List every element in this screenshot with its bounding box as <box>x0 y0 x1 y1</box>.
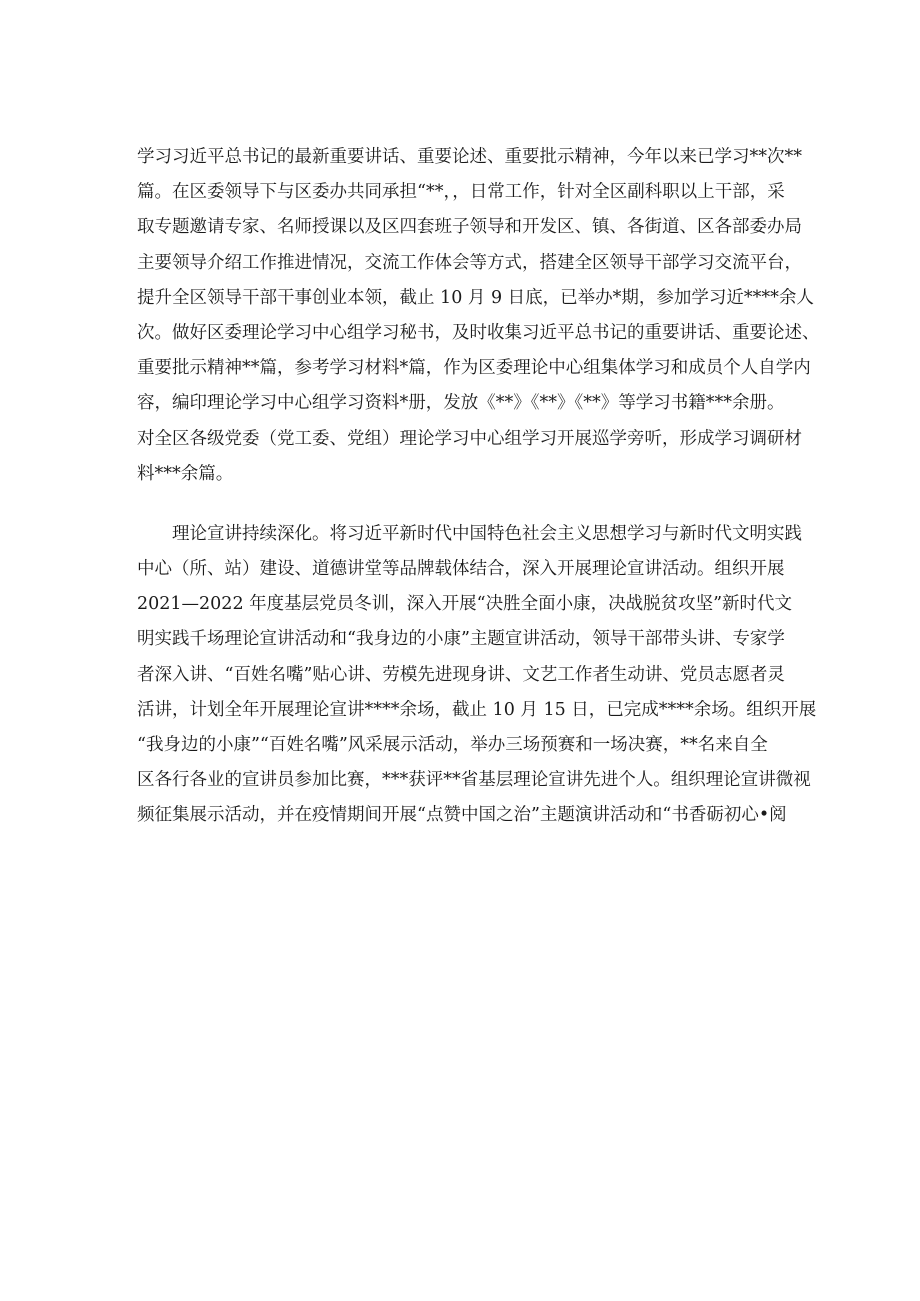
text-line: 容，编印理论学习中心组学习资料*册，发放《**》《**》《**》等学习书籍***余册。 <box>137 393 785 414</box>
text-line: 频征集展示活动，并在疫情期间开展“点赞中国之治”主题演讲活动和“书香砺初心•阅 <box>137 805 787 826</box>
text-line: 者深入讲、“百姓名嘴”贴心讲、劳模先进现身讲、文艺工作者生动讲、党员志愿者灵 <box>137 664 785 685</box>
text-line: 重要批示精神**篇，参考学习材料*篇，作为区委理论中心组集体学习和成员个人自学内 <box>137 358 811 379</box>
text-line: “我身边的小康”“百姓名嘴”风采展示活动，举办三场预赛和一场决赛，**名来自全 <box>137 735 768 755</box>
text-line: 对全区各级党委（党工委、党组）理论学习中心组学习开展巡学旁听，形成学习调研材 <box>137 428 802 449</box>
paragraph-theory-lectures <box>137 517 817 834</box>
document-body <box>137 140 820 834</box>
text-line: 中心（所、站）建设、道德讲堂等品牌载体结合，深入开展理论宣讲活动。组织开展 <box>137 559 785 580</box>
text-line: 明实践千场理论宣讲活动和“我身边的小康”主题宣讲活动，领导干部带头讲、专家学 <box>137 629 785 650</box>
text-line: 次。做好区委理论学习中心组学习秘书，及时收集习近平总书记的重要讲话、重要论述、 <box>137 322 820 343</box>
text-line: 提升全区领导干部干事创业本领，截止 10 月 9 日底，已举办*期，参加学习近****余人 <box>137 287 814 308</box>
paragraph-study <box>137 140 820 492</box>
text-line: 料***余篇。 <box>137 463 234 484</box>
text-line: 主要领导介绍工作推进情况，交流工作体会等方式，搭建全区领导干部学习交流平台， <box>137 252 802 273</box>
text-line: 理论宣讲持续深化。将习近平新时代中国特色社会主义思想学习与新时代文明实践 <box>172 523 802 544</box>
text-line: 活讲，计划全年开展理论宣讲****余场，截止 10 月 15 日，已完成****余场。组织开展 <box>137 699 817 720</box>
text-line: 取专题邀请专家、名师授课以及区四套班子领导和开发区、镇、各街道、区各部委办局 <box>137 217 802 238</box>
text-line: 学习习近平总书记的最新重要讲话、重要论述、重要批示精神，今年以来已学习**次** <box>137 147 802 167</box>
text-line: 篇。在区委领导下与区委办共同承担“**，，日常工作，针对全区副科职以上干部，采 <box>137 182 785 203</box>
text-line: 区各行各业的宣讲员参加比赛，***获评**省基层理论宣讲先进个人。组织理论宣讲微视 <box>137 770 811 791</box>
paragraph-gap <box>137 492 797 517</box>
text-line: 2021—2022 年度基层党员冬训，深入开展“决胜全面小康，决战脱贫攻坚”新时代文 <box>137 594 793 615</box>
